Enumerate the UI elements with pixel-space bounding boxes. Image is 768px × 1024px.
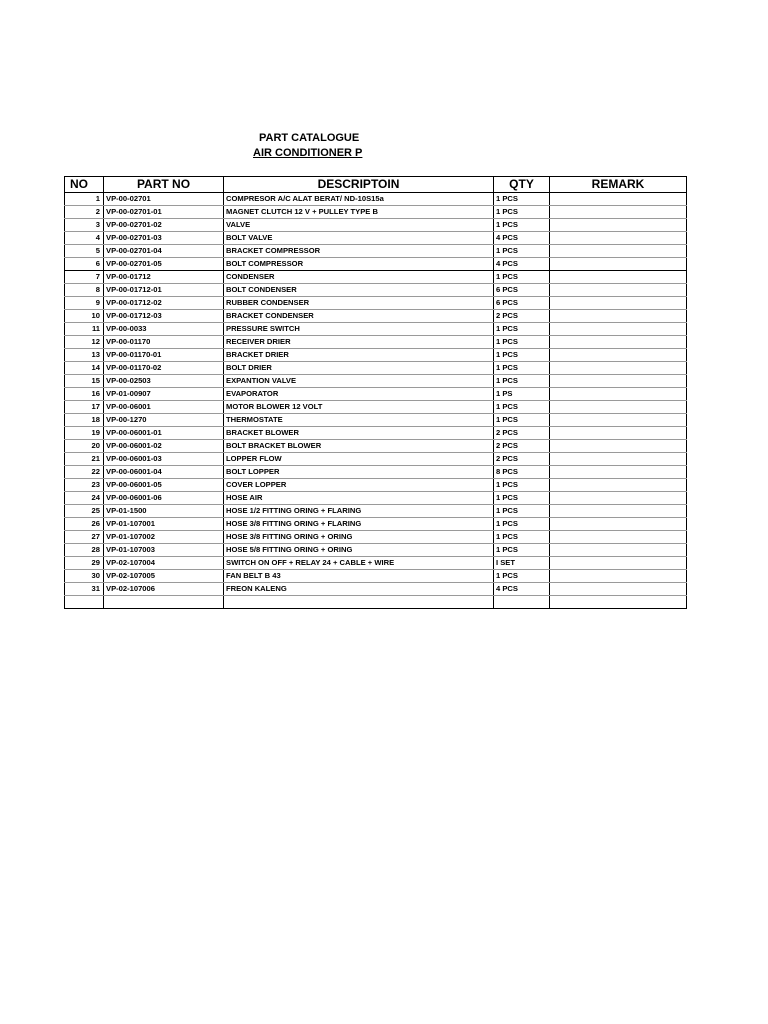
table-row bbox=[65, 544, 687, 557]
cell-no: 9 bbox=[65, 297, 104, 310]
table-row bbox=[65, 388, 687, 401]
table-row bbox=[65, 492, 687, 505]
cell-description: SWITCH ON OFF + RELAY 24 + CABLE + WIRE bbox=[224, 557, 494, 570]
cell-no: 7 bbox=[65, 271, 104, 284]
cell-part-no: VP-00-0033 bbox=[104, 323, 224, 336]
cell-qty: 4 PCS bbox=[494, 583, 550, 596]
cell-no: 6 bbox=[65, 258, 104, 271]
cell-part-no: VP-00-06001 bbox=[104, 401, 224, 414]
cell-description: COVER LOPPER bbox=[224, 479, 494, 492]
cell-remark bbox=[550, 219, 687, 232]
cell-remark bbox=[550, 427, 687, 440]
table-row bbox=[65, 271, 687, 284]
cell-part-no: VP-01-107003 bbox=[104, 544, 224, 557]
cell-description: EVAPORATOR bbox=[224, 388, 494, 401]
table-row bbox=[65, 206, 687, 219]
cell-description bbox=[224, 596, 494, 609]
cell-no: 26 bbox=[65, 518, 104, 531]
cell-no: 31 bbox=[65, 583, 104, 596]
header-part-no: PART NO bbox=[104, 177, 224, 193]
cell-remark bbox=[550, 388, 687, 401]
cell-qty: 1 PCS bbox=[494, 271, 550, 284]
cell-part-no: VP-00-01712-02 bbox=[104, 297, 224, 310]
cell-no: 24 bbox=[65, 492, 104, 505]
cell-qty: 1 PCS bbox=[494, 193, 550, 206]
cell-remark bbox=[550, 518, 687, 531]
cell-qty: 1 PCS bbox=[494, 245, 550, 258]
cell-no: 28 bbox=[65, 544, 104, 557]
cell-description: BRACKET COMPRESSOR bbox=[224, 245, 494, 258]
cell-remark bbox=[550, 544, 687, 557]
cell-no: 4 bbox=[65, 232, 104, 245]
cell-qty: 1 PCS bbox=[494, 206, 550, 219]
table-row bbox=[65, 453, 687, 466]
cell-remark bbox=[550, 583, 687, 596]
cell-part-no: VP-01-107002 bbox=[104, 531, 224, 544]
cell-remark bbox=[550, 557, 687, 570]
cell-description: HOSE 3/8 FITTING ORING + ORING bbox=[224, 531, 494, 544]
table-row bbox=[65, 375, 687, 388]
cell-qty: 1 PCS bbox=[494, 362, 550, 375]
cell-qty: 1 PCS bbox=[494, 349, 550, 362]
cell-part-no: VP-00-06001-02 bbox=[104, 440, 224, 453]
cell-remark bbox=[550, 271, 687, 284]
cell-no: 8 bbox=[65, 284, 104, 297]
cell-part-no: VP-00-02503 bbox=[104, 375, 224, 388]
table-row bbox=[65, 557, 687, 570]
cell-remark bbox=[550, 349, 687, 362]
cell-qty: 6 PCS bbox=[494, 297, 550, 310]
cell-description: BRACKET DRIER bbox=[224, 349, 494, 362]
cell-description: FAN BELT B 43 bbox=[224, 570, 494, 583]
cell-part-no: VP-01-107001 bbox=[104, 518, 224, 531]
cell-no: 5 bbox=[65, 245, 104, 258]
cell-qty: 1 PCS bbox=[494, 492, 550, 505]
cell-qty: 4 PCS bbox=[494, 258, 550, 271]
table-row bbox=[65, 479, 687, 492]
cell-qty: 2 PCS bbox=[494, 427, 550, 440]
cell-qty: 1 PCS bbox=[494, 375, 550, 388]
cell-description: MOTOR BLOWER 12 VOLT bbox=[224, 401, 494, 414]
cell-no: 14 bbox=[65, 362, 104, 375]
cell-description: HOSE 1/2 FITTING ORING + FLARING bbox=[224, 505, 494, 518]
cell-description: BOLT VALVE bbox=[224, 232, 494, 245]
cell-description: COMPRESOR A/C ALAT BERAT/ ND-10S15a bbox=[224, 193, 494, 206]
cell-remark bbox=[550, 414, 687, 427]
cell-remark bbox=[550, 297, 687, 310]
table-row bbox=[65, 466, 687, 479]
cell-no: 20 bbox=[65, 440, 104, 453]
table-row bbox=[65, 310, 687, 323]
cell-remark bbox=[550, 284, 687, 297]
cell-part-no bbox=[104, 596, 224, 609]
cell-no: 12 bbox=[65, 336, 104, 349]
cell-part-no: VP-00-06001-04 bbox=[104, 466, 224, 479]
cell-description: VALVE bbox=[224, 219, 494, 232]
cell-remark bbox=[550, 596, 687, 609]
cell-remark bbox=[550, 362, 687, 375]
cell-no: 11 bbox=[65, 323, 104, 336]
cell-qty: 1 PS bbox=[494, 388, 550, 401]
cell-qty: 4 PCS bbox=[494, 232, 550, 245]
cell-description: LOPPER FLOW bbox=[224, 453, 494, 466]
document-header bbox=[252, 131, 382, 161]
cell-qty: 1 PCS bbox=[494, 336, 550, 349]
cell-remark bbox=[550, 193, 687, 206]
cell-qty: 1 PCS bbox=[494, 401, 550, 414]
table-row bbox=[65, 245, 687, 258]
cell-remark bbox=[550, 245, 687, 258]
cell-part-no: VP-00-02701-01 bbox=[104, 206, 224, 219]
cell-part-no: VP-00-01712-01 bbox=[104, 284, 224, 297]
cell-description: BRACKET BLOWER bbox=[224, 427, 494, 440]
cell-no: 19 bbox=[65, 427, 104, 440]
cell-part-no: VP-02-107004 bbox=[104, 557, 224, 570]
cell-no: 21 bbox=[65, 453, 104, 466]
cell-description: BOLT COMPRESSOR bbox=[224, 258, 494, 271]
cell-remark bbox=[550, 206, 687, 219]
table-row bbox=[65, 219, 687, 232]
cell-qty: 2 PCS bbox=[494, 440, 550, 453]
cell-part-no: VP-00-02701-04 bbox=[104, 245, 224, 258]
cell-description: RECEIVER DRIER bbox=[224, 336, 494, 349]
cell-description: HOSE 3/8 FITTING ORING + FLARING bbox=[224, 518, 494, 531]
cell-remark bbox=[550, 375, 687, 388]
cell-qty: 8 PCS bbox=[494, 466, 550, 479]
cell-description: BOLT LOPPER bbox=[224, 466, 494, 479]
cell-part-no: VP-02-107005 bbox=[104, 570, 224, 583]
header-qty: QTY bbox=[494, 177, 550, 193]
cell-description: THERMOSTATE bbox=[224, 414, 494, 427]
cell-description: HOSE AIR bbox=[224, 492, 494, 505]
cell-description: FREON KALENG bbox=[224, 583, 494, 596]
cell-remark bbox=[550, 232, 687, 245]
table-row bbox=[65, 297, 687, 310]
cell-part-no: VP-00-01712-03 bbox=[104, 310, 224, 323]
cell-description: BOLT DRIER bbox=[224, 362, 494, 375]
cell-part-no: VP-00-01170-02 bbox=[104, 362, 224, 375]
header-remark: REMARK bbox=[550, 177, 687, 193]
cell-remark bbox=[550, 440, 687, 453]
cell-qty: 1 PCS bbox=[494, 479, 550, 492]
cell-description: RUBBER CONDENSER bbox=[224, 297, 494, 310]
table-row bbox=[65, 596, 687, 609]
cell-part-no: VP-01-1500 bbox=[104, 505, 224, 518]
cell-description: BOLT BRACKET BLOWER bbox=[224, 440, 494, 453]
cell-qty: 1 PCS bbox=[494, 531, 550, 544]
table-row bbox=[65, 440, 687, 453]
cell-remark bbox=[550, 505, 687, 518]
table-row bbox=[65, 362, 687, 375]
cell-no: 17 bbox=[65, 401, 104, 414]
table-row bbox=[65, 323, 687, 336]
cell-qty: 1 PCS bbox=[494, 570, 550, 583]
cell-part-no: VP-00-01170 bbox=[104, 336, 224, 349]
cell-description: MAGNET CLUTCH 12 V + PULLEY TYPE B bbox=[224, 206, 494, 219]
cell-qty: 2 PCS bbox=[494, 453, 550, 466]
cell-qty: 1 PCS bbox=[494, 323, 550, 336]
table-row bbox=[65, 531, 687, 544]
cell-part-no: VP-02-107006 bbox=[104, 583, 224, 596]
table-row bbox=[65, 414, 687, 427]
cell-no: 15 bbox=[65, 375, 104, 388]
document-subtitle: AIR CONDITIONER P bbox=[253, 147, 363, 159]
cell-part-no: VP-00-1270 bbox=[104, 414, 224, 427]
cell-qty: 1 PCS bbox=[494, 505, 550, 518]
table-row bbox=[65, 232, 687, 245]
cell-remark bbox=[550, 492, 687, 505]
cell-part-no: VP-00-06001-05 bbox=[104, 479, 224, 492]
header-description: DESCRIPTOIN bbox=[224, 177, 494, 193]
table-row bbox=[65, 401, 687, 414]
cell-part-no: VP-00-02701-03 bbox=[104, 232, 224, 245]
cell-part-no: VP-00-06001-01 bbox=[104, 427, 224, 440]
cell-no: 27 bbox=[65, 531, 104, 544]
cell-part-no: VP-00-01712 bbox=[104, 271, 224, 284]
cell-remark bbox=[550, 570, 687, 583]
cell-description: HOSE 5/8 FITTING ORING + ORING bbox=[224, 544, 494, 557]
cell-part-no: VP-00-02701-05 bbox=[104, 258, 224, 271]
cell-no: 29 bbox=[65, 557, 104, 570]
cell-remark bbox=[550, 336, 687, 349]
cell-remark bbox=[550, 453, 687, 466]
table-body bbox=[65, 193, 687, 609]
cell-qty: 1 PCS bbox=[494, 518, 550, 531]
cell-part-no: VP-00-01170-01 bbox=[104, 349, 224, 362]
table-row bbox=[65, 583, 687, 596]
cell-description: CONDENSER bbox=[224, 271, 494, 284]
cell-part-no: VP-00-06001-06 bbox=[104, 492, 224, 505]
cell-no: 13 bbox=[65, 349, 104, 362]
cell-qty: 1 PCS bbox=[494, 544, 550, 557]
cell-part-no: VP-00-02701 bbox=[104, 193, 224, 206]
cell-remark bbox=[550, 479, 687, 492]
cell-remark bbox=[550, 323, 687, 336]
table-row bbox=[65, 349, 687, 362]
table-row bbox=[65, 336, 687, 349]
cell-no: 2 bbox=[65, 206, 104, 219]
cell-no: 18 bbox=[65, 414, 104, 427]
cell-no: 16 bbox=[65, 388, 104, 401]
cell-description: BRACKET CONDENSER bbox=[224, 310, 494, 323]
table-row bbox=[65, 193, 687, 206]
cell-part-no: VP-01-00907 bbox=[104, 388, 224, 401]
cell-no: 25 bbox=[65, 505, 104, 518]
cell-qty: 6 PCS bbox=[494, 284, 550, 297]
cell-remark bbox=[550, 466, 687, 479]
cell-no: 22 bbox=[65, 466, 104, 479]
table-row bbox=[65, 505, 687, 518]
table-row bbox=[65, 258, 687, 271]
table-row bbox=[65, 570, 687, 583]
cell-part-no: VP-00-02701-02 bbox=[104, 219, 224, 232]
cell-part-no: VP-00-06001-03 bbox=[104, 453, 224, 466]
document-title: PART CATALOGUE bbox=[259, 132, 360, 144]
cell-no bbox=[65, 596, 104, 609]
cell-qty: 2 PCS bbox=[494, 310, 550, 323]
header-no: NO bbox=[65, 177, 104, 193]
table-row bbox=[65, 518, 687, 531]
cell-remark bbox=[550, 401, 687, 414]
cell-description: PRESSURE SWITCH bbox=[224, 323, 494, 336]
cell-no: 1 bbox=[65, 193, 104, 206]
cell-no: 23 bbox=[65, 479, 104, 492]
cell-description: EXPANTION VALVE bbox=[224, 375, 494, 388]
cell-no: 3 bbox=[65, 219, 104, 232]
cell-qty: 1 PCS bbox=[494, 414, 550, 427]
table-row bbox=[65, 284, 687, 297]
cell-no: 10 bbox=[65, 310, 104, 323]
table-header-row bbox=[65, 177, 687, 193]
cell-description: BOLT CONDENSER bbox=[224, 284, 494, 297]
cell-remark bbox=[550, 258, 687, 271]
cell-qty: I SET bbox=[494, 557, 550, 570]
cell-no: 30 bbox=[65, 570, 104, 583]
parts-table bbox=[64, 176, 687, 609]
cell-qty bbox=[494, 596, 550, 609]
cell-qty: 1 PCS bbox=[494, 219, 550, 232]
table-row bbox=[65, 427, 687, 440]
cell-remark bbox=[550, 531, 687, 544]
cell-remark bbox=[550, 310, 687, 323]
